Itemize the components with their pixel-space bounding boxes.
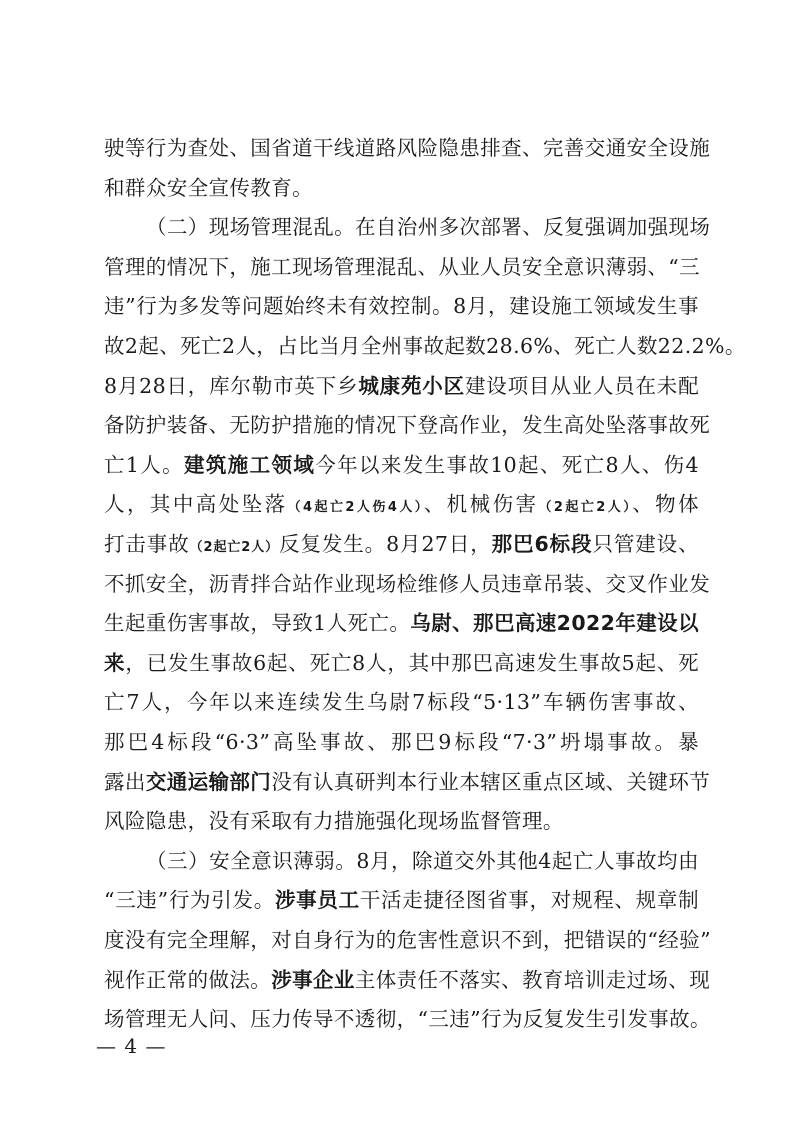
- text-line: [104, 643, 699, 683]
- text-line: [104, 366, 699, 406]
- text-segment: 反复发生。8月27日，: [279, 532, 492, 556]
- text-segment: 建设项目从业人员在未配: [464, 373, 700, 398]
- text-segment: 和群众安全宣传教育。: [104, 175, 313, 200]
- bold-text: 那巴6标段: [491, 532, 593, 556]
- text-line: [104, 405, 711, 445]
- text-segment: （二）现场管理混乱。在自治州多次部署、反复强调加强现场: [146, 215, 711, 240]
- bold-text: 涉事企业: [271, 967, 355, 992]
- text-segment: 今年以来发生事故10起、死亡8人、伤4: [315, 452, 699, 477]
- text-segment: 管理的情况下，施工现场管理混乱、从业人员安全意识薄弱、“三: [104, 254, 701, 279]
- text-line: [104, 762, 711, 802]
- text-segment: 没有认真研判本行业本辖区重点区域、关键环节: [271, 769, 711, 794]
- text-line: [104, 722, 699, 762]
- text-segment: 视作正常的做法。: [104, 967, 272, 992]
- text-line: [104, 168, 699, 208]
- text-line: [104, 920, 711, 960]
- bold-text: 城康苑小区: [358, 373, 465, 398]
- text-line: [104, 445, 699, 485]
- text-segment: 风险隐患，没有采取有力措施强化现场监督管理。: [104, 809, 564, 834]
- text-line: [104, 880, 699, 920]
- bold-text: 来: [104, 650, 126, 675]
- text-line: [104, 603, 699, 643]
- text-line: [146, 207, 711, 247]
- text-line: [104, 960, 711, 1000]
- text-segment: 违”行为多发等问题始终未有效控制。8月，建设施工领域发生事: [104, 294, 699, 319]
- annotation-text: （2起亡2人）: [189, 540, 280, 555]
- text-line: [104, 564, 711, 604]
- text-line: [104, 801, 699, 841]
- text-line: [104, 999, 711, 1039]
- text-segment: 8月28日，库尔勒市英下乡: [104, 373, 359, 398]
- text-segment: 只管建设、: [592, 532, 699, 556]
- text-segment: 故2起、死亡2人，占比当月全州事故起数28.6%、死亡人数22.2%。: [104, 334, 746, 358]
- text-segment: 亡7人，今年以来连续发生乌尉7标段“5·13”车辆伤害事故、: [104, 690, 699, 715]
- page-number: — 4 —: [96, 1034, 167, 1058]
- text-segment: 打击事故: [104, 532, 190, 556]
- text-segment: 不抓安全，沥青拌合站作业现场检维修人员违章吊装、交叉作业发: [104, 571, 711, 596]
- bold-text: 乌尉、那巴高速2022年建设以: [410, 611, 700, 636]
- text-segment: 亡1人。: [104, 452, 185, 477]
- text-segment: 场管理无人问、压力传导不透彻，“三违”行为反复发生引发事故。: [104, 1007, 711, 1032]
- text-line: [104, 484, 699, 524]
- bold-text: 建筑施工领域: [184, 452, 316, 477]
- text-line: [104, 682, 699, 722]
- text-segment: ，已发生事故6起、死亡8人，其中那巴高速发生事故5起、死: [125, 650, 700, 675]
- text-line: [104, 524, 699, 564]
- bold-text: 涉事员工: [274, 888, 360, 913]
- text-segment: 生起重伤害事故，导致1人死亡。: [104, 611, 411, 636]
- text-segment: 露出: [104, 769, 146, 794]
- text-segment: 人，其中高处坠落: [104, 492, 288, 517]
- annotation-text: （2起亡2人）: [538, 500, 633, 516]
- text-segment: 驶等行为查处、国省道干线道路风险隐患排查、完善交通安全设施: [104, 136, 711, 160]
- text-line: [104, 326, 746, 366]
- bold-text: 交通运输部门: [145, 769, 272, 794]
- text-line: [104, 286, 699, 326]
- text-line: [146, 841, 699, 881]
- annotation-text: （4起亡2人伤4人）: [287, 500, 424, 516]
- text-segment: 干活走捷径图省事，对规程、规章制: [359, 888, 699, 913]
- text-segment: 度没有完全理解，对自身行为的危害性意识不到，把错误的“经验”: [104, 928, 711, 952]
- text-segment: 主体责任不落实、教育培训走过场、现: [354, 967, 711, 992]
- text-segment: （三）安全意识薄弱。8月，除道交外其他4起亡人事故均由: [146, 848, 699, 873]
- text-segment: 备防护装备、无防护措施的情况下登高作业，发生高处坠落事故死: [104, 413, 711, 438]
- text-line: [104, 128, 711, 168]
- text-line: [104, 247, 699, 287]
- text-segment: “三违”行为引发。: [104, 888, 275, 913]
- text-segment: 、物体: [632, 492, 699, 517]
- text-segment: 、机械伤害: [423, 492, 539, 517]
- text-segment: 那巴4标段“6·3”高坠事故、那巴9标段“7·3”坍塌事故。暴: [104, 730, 699, 754]
